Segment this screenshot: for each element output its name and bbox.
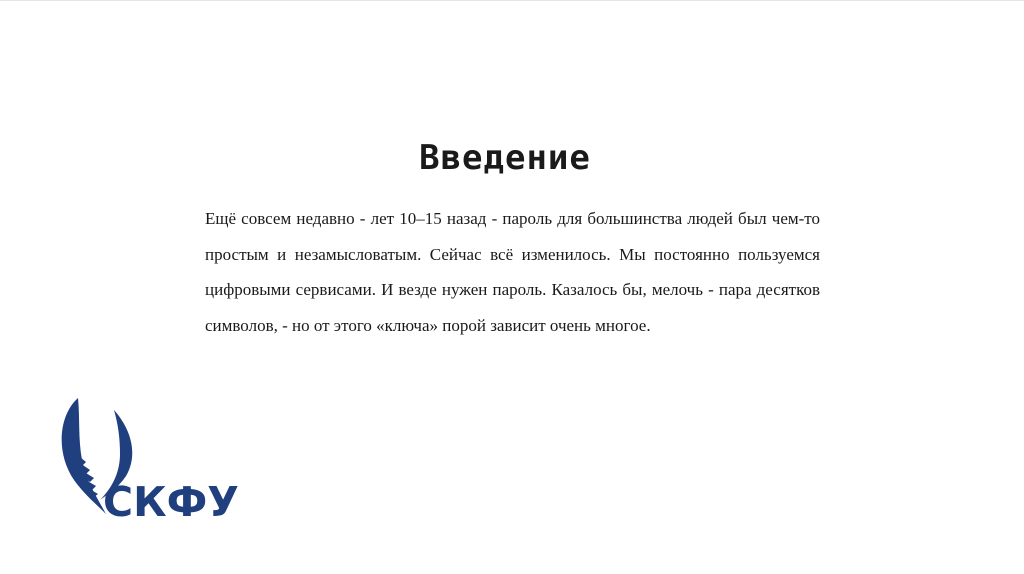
slide-title: Введение <box>419 138 591 178</box>
intro-paragraph: Ещё совсем недавно - лет 10–15 назад - пароль для большинства людей был чем-то простым и незамысловатым. Сейчас всё изменилось. Мы постоянно пользуемся цифровыми сервисами. И везде нужен пароль. Казалось бы, мелочь - пара десятков символов, - но от этого «ключа» порой зависит очень многое. <box>205 209 820 335</box>
university-logo <box>56 396 239 531</box>
top-divider <box>0 0 1024 1</box>
logo-text: СКФУ <box>103 478 239 526</box>
